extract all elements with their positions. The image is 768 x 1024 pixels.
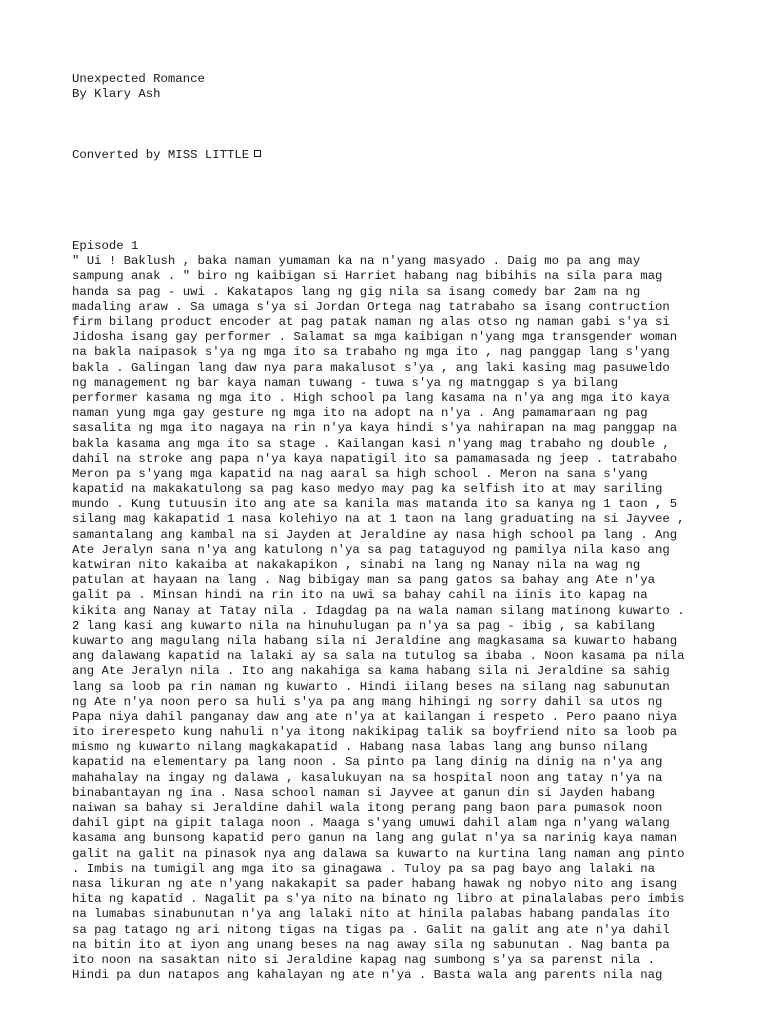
body-line: na lumabas sinabunutan n'ya ang lalaki nito at hinila palabas habang pandalas ito xyxy=(72,907,670,922)
spacer xyxy=(72,224,712,239)
body-line: Meron pa s'yang mga kapatid na nag aaral sa high school . Meron na sana s'yang xyxy=(72,466,648,481)
document-page xyxy=(72,72,712,983)
body-line: ng Ate n'ya noon pero sa huli s'ya pa ang mang hihingi ng sorry dahil sa utos ng xyxy=(72,694,663,709)
body-line: 2 lang kasi ang kuwarto nila na hinuhulugan pa n'ya sa pag - ibig , sa kabilang xyxy=(72,618,655,633)
body-line: silang mag kakapatid 1 nasa kolehiyo na at 1 taon na lang graduating na si Jayvee , xyxy=(72,512,685,527)
body-line: hita ng kapatid . Nagalit pa s'ya nito na binato ng libro at pinalalabas pero imbis xyxy=(72,892,685,907)
body-line: na bakla naipasok s'ya ng mga ito sa trabaho ng mga ito , nag panggap lang s'yang xyxy=(72,345,670,360)
spacer xyxy=(72,194,712,209)
spacer xyxy=(72,163,712,178)
body-line: sa pag tatago ng ari nitong tigas na tigas pa . Galit na galit ang ate n'ya dahil xyxy=(72,922,670,937)
body-line: mahahalay na ingay ng dalawa , kasalukuyan na sa hospital noon ang tatay n'ya na xyxy=(72,770,663,785)
body-line: " Ui ! Baklush , baka naman yumaman ka na n'yang masyado . Daig mo pa ang may xyxy=(72,254,641,269)
body-line: sampung anak . " biro ng kaibigan si Harriet habang nag bibihis na sila para mag xyxy=(72,269,663,284)
square-icon xyxy=(254,150,261,157)
episode-heading: Episode 1 xyxy=(72,239,139,254)
spacer xyxy=(72,133,712,148)
body-line: Papa niya dahil panganay daw ang ate n'ya at kailangan i respeto . Pero paano niya xyxy=(72,709,678,724)
book-title: Unexpected Romance xyxy=(72,72,205,86)
body-line: firm bilang product encoder at pag patak naman ng alas otso ng naman gabi s'ya si xyxy=(72,315,670,329)
body-line: Hindi pa dun natapos ang kahalayan ng ate n'ya . Basta wala ang parents nila nag xyxy=(72,968,663,983)
body-line: ito noon na sasaktan nito si Jeraldine kapag nag sumbong s'ya sa parenst nila . xyxy=(72,952,655,967)
body-line: sasalita ng mga ito nagaya na rin n'ya kaya hindi s'ya nahirapan na mag panggap na xyxy=(72,421,678,436)
body-line: nasa likuran ng ate n'yang nakakapit sa pader habang hawak ng nobyo nito ang isang xyxy=(72,876,678,891)
spacer xyxy=(72,209,712,224)
body-line: ang Ate Jeralyn nila . Ito ang nakahiga sa kama habang sila ni Jeraldine sa sahig xyxy=(72,664,670,679)
body-line: galit pa . Minsan hindi na rin ito na uwi sa bahay cahil na iinis ito kapag na xyxy=(72,588,648,603)
body-line: naiwan sa bahay si Jeraldine dahil wala itong perang pang baon para pumasok noon xyxy=(72,801,663,815)
body-line: ng management ng bar kaya naman tuwang - tuwa s'ya ng matnggap s ya bilang xyxy=(72,375,619,390)
body-line: na bitin ito at iyon ang unang beses na nag away sila ng sabunutan . Nag banta pa xyxy=(72,937,670,952)
body-line: patulan at hayaan na lang . Nag bibigay man sa pang gatos sa bahay ang Ate n'ya xyxy=(72,573,655,588)
converted-by-text: Converted by MISS LITTLE xyxy=(72,147,250,162)
body-line: lang sa loob pa rin naman ng kuwarto . Hindi iilang beses na silang nag sabunutan xyxy=(72,679,670,694)
spacer xyxy=(72,118,712,133)
body-line: kuwarto ang magulang nila habang sila ni Jeraldine ang magkasama sa kuwarto habang xyxy=(72,633,678,648)
body-line: kikita ang Nanay at Tatay nila . Idagdag pa na wala naman silang matinong kuwarto . xyxy=(72,603,685,618)
body-line: dahil na stroke ang papa n'ya kaya napatigil ito sa pamamasada ng jeep . tatrabaho xyxy=(72,451,678,466)
body-line: Jidosha isang gay performer . Salamat sa mga kaibigan n'yang mga transgender woman xyxy=(72,330,678,345)
episode-body xyxy=(72,254,712,983)
body-line: . Imbis na tumigil ang mga ito sa ginagawa . Tuloy pa sa pag bayo ang lalaki na xyxy=(72,861,655,876)
book-author: By Klary Ash xyxy=(72,87,161,102)
body-line: handa sa pag - uwi . Kakatapos lang ng gig nila sa isang comedy bar 2am na ng xyxy=(72,284,641,299)
body-line: samantalang ang kambal na si Jayden at Jeraldine ay nasa high school pa lang . Ang xyxy=(72,527,678,542)
body-line: Ate Jeralyn sana n'ya ang katulong n'ya sa pag tataguyod ng pamilya nila kaso ang xyxy=(72,542,670,557)
body-line: performer kasama ng mga ito . High school pa lang kasama na n'ya ang mga ito kaya xyxy=(72,390,670,405)
body-line: naman yung mga gay gesture ng mga ito na adopt na n'ya . Ang pamamaraan ng pag xyxy=(72,406,648,421)
body-line: madaling araw . Sa umaga s'ya si Jordan Ortega nag tatrabaho sa isang contruction xyxy=(72,299,670,314)
body-line: bakla . Galingan lang daw nya para makalusot s'ya , ang laki kasing mag pasuweldo xyxy=(72,360,670,375)
spacer xyxy=(72,102,712,117)
body-line: binabantayan ng ina . Nasa school naman si Jayvee at ganun din si Jayden habang xyxy=(72,785,655,800)
spacer xyxy=(72,178,712,193)
body-line: ito irerespeto kung nahuli n'ya itong nakikipag talik sa boyfriend nito sa loob pa xyxy=(72,725,678,740)
body-line: mundo . Kung tutuusin ito ang ate sa kanila mas matanda ito sa kanya ng 1 taon , 5 xyxy=(72,497,678,512)
body-line: kasama ang bunsong kapatid pero ganun na lang ang gulat n'ya sa narinig kaya naman xyxy=(72,831,678,846)
converted-by-line xyxy=(72,148,712,163)
body-line: katwiran nito kakaiba at nakakapikon , sinabi na lang ng Nanay nila na wag ng xyxy=(72,558,641,572)
body-line: galit na galit na pinasok nya ang dalawa sa kuwarto na kurtina lang naman ang pinto xyxy=(72,846,685,861)
body-line: kapatid na makakatulong sa pag kaso medyo may pag ka selfish ito at may sariling xyxy=(72,482,663,497)
body-line: mismo ng kuwarto nilang magkakapatid . Habang nasa labas lang ang bunso nilang xyxy=(72,740,648,755)
body-line: ang dalawang kapatid na lalaki ay sa sala na tutulog sa ibaba . Noon kasama pa nila xyxy=(72,649,685,664)
body-line: bakla kasama ang mga ito sa stage . Kailangan kasi n'yang mag trabaho ng double , xyxy=(72,436,670,451)
body-line: dahil gipt na gipit talaga noon . Maaga s'yang umuwi dahil alam nga n'yang walang xyxy=(72,816,670,831)
body-line: kapatid na elementary pa lang noon . Sa pinto pa lang dinig na dinig na n'ya ang xyxy=(72,755,663,770)
